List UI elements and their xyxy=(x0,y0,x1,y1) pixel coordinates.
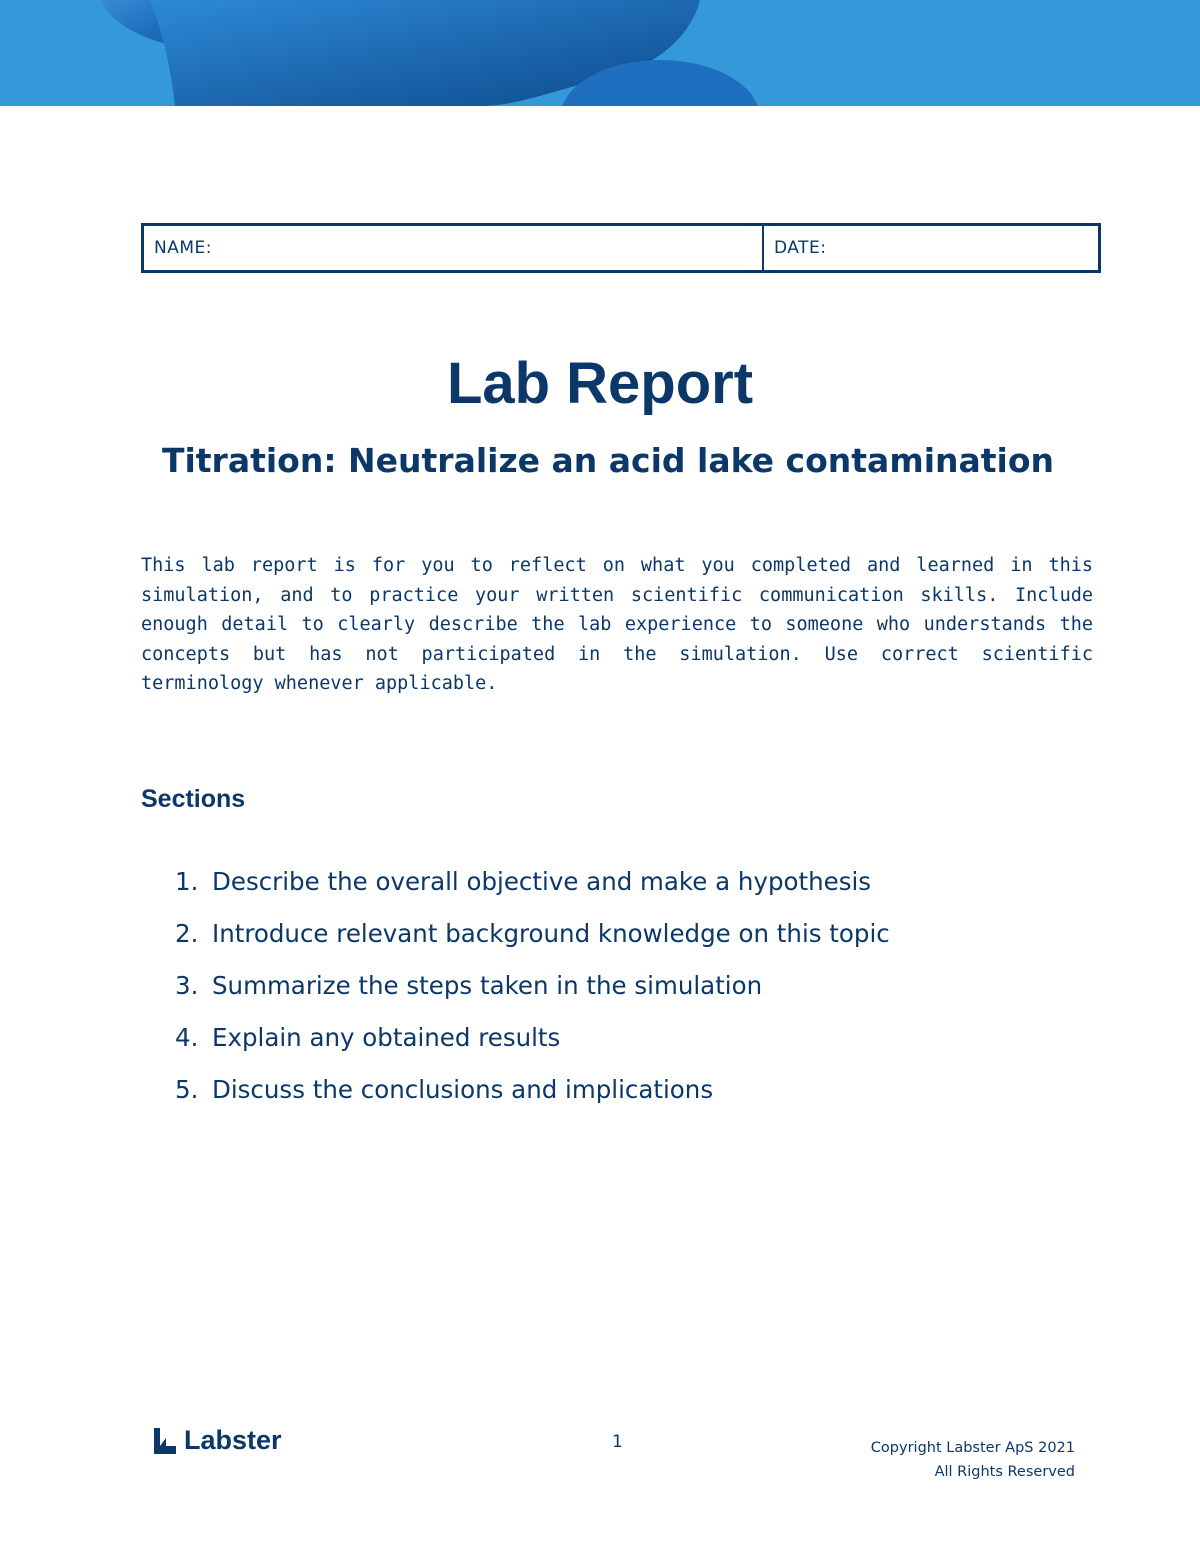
list-item-text: Explain any obtained results xyxy=(212,1023,561,1052)
intro-paragraph: This lab report is for you to reflect on what you completed and learned in this simulation, and to practice your written scientific communication skills. Include enough detail to clearly describe the lab experience to someone who understands the concepts but has not participated in the simulation. Use correct scientific terminology whenever applicable. xyxy=(141,555,1093,694)
list-item-number: 4. xyxy=(175,1023,199,1052)
list-item xyxy=(175,914,890,966)
page-number: 1 xyxy=(612,1432,623,1452)
name-field[interactable] xyxy=(144,226,764,270)
list-item-number: 5. xyxy=(175,1075,199,1104)
list-item-number: 3. xyxy=(175,971,199,1000)
sections-heading: Sections xyxy=(141,785,246,813)
list-item xyxy=(175,966,890,1018)
copyright-notice xyxy=(871,1436,1075,1484)
list-item-number: 1. xyxy=(175,867,199,896)
list-item-text: Describe the overall objective and make a hypothesis xyxy=(212,867,872,896)
header-banner xyxy=(0,0,1200,106)
copyright-line: Copyright Labster ApS 2021 xyxy=(870,1440,1075,1456)
banner-graphic xyxy=(0,0,1200,106)
sections-list xyxy=(175,862,890,1122)
list-item-text: Discuss the conclusions and implications xyxy=(212,1075,714,1104)
list-item-text: Summarize the steps taken in the simulation xyxy=(212,971,763,1000)
list-item-text: Introduce relevant background knowledge on this topic xyxy=(212,919,890,948)
labster-logo xyxy=(152,1425,282,1456)
list-item xyxy=(175,862,890,914)
list-item-number: 2. xyxy=(175,919,199,948)
page-title: Lab Report xyxy=(446,351,754,416)
date-field[interactable] xyxy=(764,226,1098,270)
date-label: DATE: xyxy=(774,238,827,258)
list-item xyxy=(175,1070,890,1122)
labster-logo-icon xyxy=(152,1426,178,1456)
name-date-box xyxy=(141,223,1101,273)
logo-text: Labster xyxy=(184,1425,282,1455)
page-subtitle: Titration: Neutralize an acid lake contamination xyxy=(161,441,1055,480)
rights-line: All Rights Reserved xyxy=(934,1464,1075,1480)
list-item xyxy=(175,1018,890,1070)
name-label: NAME: xyxy=(154,238,212,258)
